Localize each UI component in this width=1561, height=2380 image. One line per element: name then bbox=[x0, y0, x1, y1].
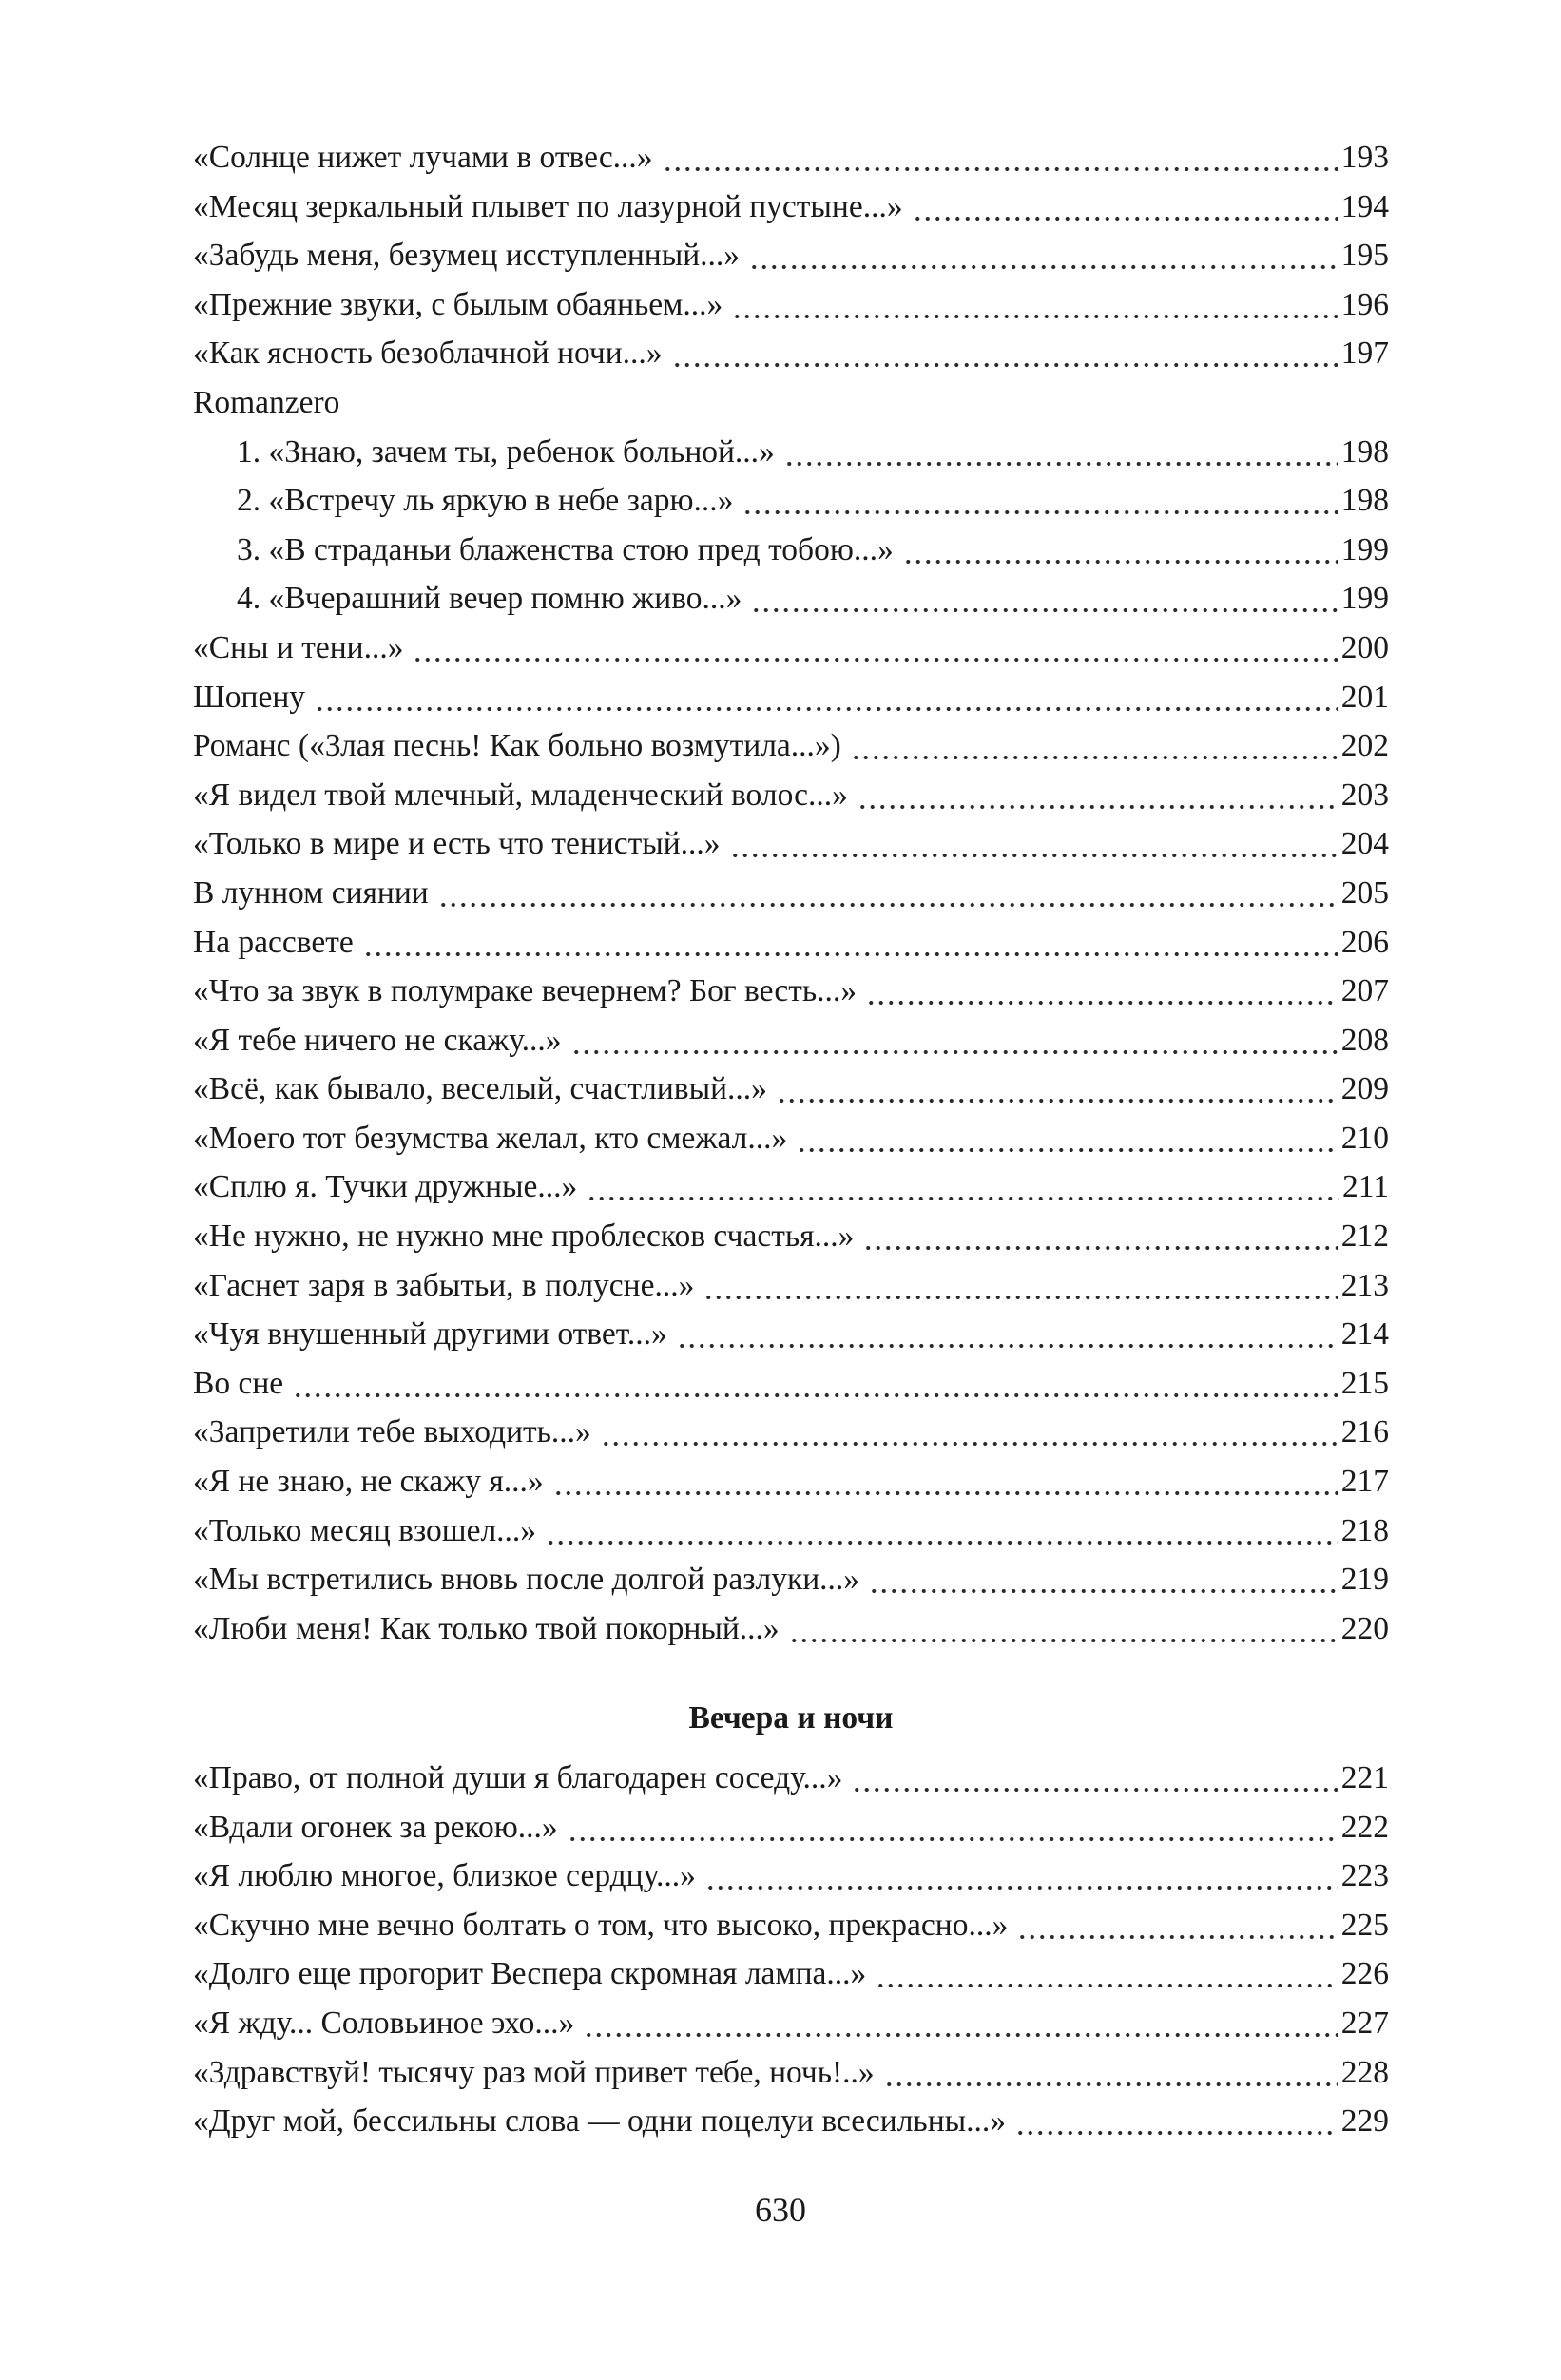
toc-entry-page: 197 bbox=[1340, 336, 1389, 372]
toc-entry-title: «Я не знаю, не скажу я...» bbox=[193, 1464, 544, 1500]
toc-entry bbox=[193, 280, 1389, 330]
toc-entry bbox=[193, 1457, 1389, 1507]
toc-entry-page: 229 bbox=[1340, 2103, 1389, 2140]
dot-leader bbox=[903, 526, 1338, 575]
dot-leader bbox=[293, 1359, 1338, 1409]
toc-entry bbox=[193, 1212, 1389, 1261]
toc-entry-page: 214 bbox=[1340, 1316, 1389, 1353]
dot-leader bbox=[789, 1604, 1338, 1654]
toc-entry-page: 204 bbox=[1340, 826, 1389, 862]
dot-leader bbox=[413, 624, 1337, 673]
toc-entry bbox=[193, 1310, 1389, 1359]
toc-entry-page: 209 bbox=[1340, 1071, 1389, 1107]
dot-leader bbox=[553, 1457, 1338, 1507]
toc-entry-title: «Друг мой, бессильны слова — одни поцелуи всесильны...» bbox=[193, 2103, 1007, 2140]
toc-entry-page: 201 bbox=[1340, 679, 1389, 715]
toc-entry bbox=[193, 329, 1389, 378]
toc-entry bbox=[193, 1754, 1389, 1803]
toc-entry bbox=[193, 1803, 1389, 1852]
toc-entry bbox=[193, 1359, 1389, 1409]
toc-entry-title: «Только в мире и есть что тенистый...» bbox=[193, 826, 721, 862]
toc-entry bbox=[193, 918, 1389, 968]
toc-group-heading bbox=[193, 378, 1389, 428]
toc-entry-page: 199 bbox=[1340, 581, 1389, 617]
dot-leader bbox=[913, 182, 1338, 232]
toc-entry-page: 202 bbox=[1340, 728, 1389, 764]
dot-leader bbox=[797, 1114, 1338, 1163]
toc-entry bbox=[193, 2048, 1389, 2098]
toc-entry-title: «Запретили тебе выходить...» bbox=[193, 1414, 591, 1450]
toc-entry-title: «Люби меня! Как только твой покорный...» bbox=[193, 1610, 780, 1646]
toc-entry bbox=[193, 182, 1389, 232]
dot-leader bbox=[732, 280, 1338, 330]
toc-entry-title: «Всё, как бывало, веселый, счастливый...» bbox=[193, 1071, 767, 1107]
toc-entry-page: 198 bbox=[1340, 433, 1389, 470]
toc-entry bbox=[193, 133, 1389, 182]
dot-leader bbox=[568, 1803, 1338, 1852]
toc-entry-title: «Прежние звуки, с былым обаяньем...» bbox=[193, 286, 723, 322]
toc-entry bbox=[193, 1261, 1389, 1311]
toc-entry bbox=[193, 819, 1389, 869]
toc-entry bbox=[193, 771, 1389, 820]
toc-entry bbox=[193, 1901, 1389, 1950]
toc-entry bbox=[193, 1065, 1389, 1114]
toc-entry-title: «Сны и тени...» bbox=[193, 629, 404, 665]
toc-list bbox=[193, 133, 1389, 1653]
toc-entry bbox=[193, 1162, 1389, 1212]
toc-entry-title: «Я видел твой млечный, младенческий волос...» bbox=[193, 777, 848, 813]
toc-entry-page: 205 bbox=[1340, 874, 1389, 911]
toc-entry bbox=[193, 526, 1389, 575]
toc-entry-page: 223 bbox=[1340, 1858, 1389, 1894]
dot-leader bbox=[705, 1852, 1338, 1901]
toc-entry bbox=[193, 1114, 1389, 1163]
toc-entry bbox=[193, 624, 1389, 673]
toc-entry-title: «Сплю я. Тучки дружные...» bbox=[193, 1169, 578, 1205]
toc-entry bbox=[193, 1507, 1389, 1556]
toc-entry-title: «Что за звук в полумраке вечернем? Бог весть...» bbox=[193, 973, 858, 1009]
toc-entry-title: «Право, от полной души я благодарен соседу...» bbox=[193, 1760, 843, 1795]
toc-entry bbox=[193, 1604, 1389, 1654]
toc-entry-title: Во сне bbox=[193, 1365, 284, 1401]
dot-leader bbox=[784, 428, 1338, 477]
dot-leader bbox=[571, 1016, 1338, 1065]
toc-entry-page: 193 bbox=[1340, 140, 1389, 175]
toc-entry-title: 3. «В страданьи блаженства стою пред тобою...» bbox=[237, 531, 894, 567]
toc-entry-title: 1. «Знаю, зачем ты, ребенок больной...» bbox=[237, 433, 775, 470]
toc-entry-page: 200 bbox=[1340, 629, 1389, 665]
toc-entry-page: 194 bbox=[1340, 188, 1389, 224]
toc-entry-title: «Забудь меня, безумец исступленный...» bbox=[193, 238, 741, 274]
dot-leader bbox=[1015, 2097, 1338, 2146]
dot-leader bbox=[777, 1065, 1338, 1114]
dot-leader bbox=[1017, 1901, 1337, 1950]
dot-leader bbox=[851, 721, 1338, 771]
toc-entry-title: «Я люблю многое, близкое сердцу...» bbox=[193, 1858, 696, 1894]
dot-leader bbox=[677, 1310, 1338, 1359]
toc-entry-title: В лунном сиянии bbox=[193, 874, 429, 911]
toc-entry-title: «Здравствуй! тысячу раз мой привет тебе, ночь!..» bbox=[193, 2054, 875, 2090]
toc-entry-title: «Не нужно, не нужно мне проблесков счастья...» bbox=[193, 1219, 855, 1255]
toc-entry-page: 213 bbox=[1340, 1267, 1389, 1303]
toc-entry-title: «Как ясность безоблачной ночи...» bbox=[193, 336, 663, 372]
toc-entry-page: 227 bbox=[1340, 2005, 1389, 2041]
toc-entry bbox=[193, 1408, 1389, 1457]
toc-entry bbox=[193, 967, 1389, 1016]
section-heading: Вечера и ночи bbox=[688, 1700, 894, 1736]
toc-entry-title: «Месяц зеркальный плывет по лазурной пустыне...» bbox=[193, 188, 903, 224]
toc-entry-page: 211 bbox=[1341, 1169, 1389, 1205]
toc-entry-title: Romanzero bbox=[193, 384, 340, 420]
toc-entry-title: «Вдали огонек за рекою...» bbox=[193, 1809, 558, 1845]
dot-leader bbox=[315, 673, 1338, 722]
toc-entry bbox=[193, 721, 1389, 771]
toc-entry bbox=[193, 1949, 1389, 1999]
toc-entry-page: 216 bbox=[1340, 1414, 1389, 1450]
toc-entry-page: 210 bbox=[1340, 1120, 1389, 1156]
toc-list-evenings bbox=[193, 1754, 1389, 2146]
toc-entry-page: 203 bbox=[1340, 777, 1389, 813]
toc-entry-page: 196 bbox=[1340, 286, 1389, 322]
toc-entry bbox=[193, 869, 1389, 918]
dot-leader bbox=[587, 1162, 1339, 1212]
toc-entry-page: 218 bbox=[1340, 1512, 1389, 1548]
toc-entry-page: 217 bbox=[1340, 1464, 1389, 1500]
dot-leader bbox=[601, 1408, 1338, 1457]
toc-entry-page: 206 bbox=[1340, 924, 1389, 960]
toc-entry-page: 207 bbox=[1340, 973, 1389, 1009]
toc-entry-page: 222 bbox=[1340, 1809, 1389, 1845]
toc-entry-page: 212 bbox=[1340, 1219, 1389, 1255]
toc-entry bbox=[193, 673, 1389, 722]
dot-leader bbox=[884, 2048, 1338, 2098]
dot-leader bbox=[876, 1949, 1337, 1999]
toc-entry-title: Романс («Злая песнь! Как больно возмутила...») bbox=[193, 728, 841, 764]
dot-leader bbox=[863, 1212, 1337, 1261]
toc-entry-title: «Солнце нижет лучами в отвес...» bbox=[193, 140, 653, 175]
toc-entry-page: 208 bbox=[1340, 1022, 1389, 1058]
dot-leader bbox=[869, 1555, 1338, 1604]
dot-leader bbox=[703, 1261, 1337, 1311]
toc-entry-title: 2. «Встречу ль яркую в небе зарю...» bbox=[237, 483, 734, 519]
dot-leader bbox=[546, 1507, 1338, 1556]
toc-entry bbox=[193, 231, 1389, 280]
dot-leader bbox=[730, 819, 1338, 869]
dot-leader bbox=[749, 231, 1338, 280]
dot-leader bbox=[858, 771, 1338, 820]
toc-entry-title: «Скучно мне вечно болтать о том, что высоко, прекрасно...» bbox=[193, 1907, 1009, 1943]
toc-entry-title: На рассвете bbox=[193, 924, 354, 960]
toc-entry-title: «Мы встретились вновь после долгой разлуки...» bbox=[193, 1562, 860, 1598]
page-number: 630 bbox=[755, 2191, 806, 2229]
dot-leader bbox=[751, 574, 1337, 624]
toc-entry-page: 225 bbox=[1340, 1907, 1389, 1943]
toc-entry-page: 198 bbox=[1340, 483, 1389, 519]
toc-entry-title: «Я тебе ничего не скажу...» bbox=[193, 1022, 562, 1058]
dot-leader bbox=[742, 476, 1337, 526]
dot-leader bbox=[438, 869, 1338, 918]
toc-entry-page: 195 bbox=[1340, 238, 1389, 274]
toc-entry-title: «Чуя внушенный другими ответ...» bbox=[193, 1316, 667, 1353]
toc-entry bbox=[193, 428, 1389, 477]
toc-entry-title: «Я жду... Соловьиное эхо...» bbox=[193, 2005, 575, 2041]
toc-entry-title: 4. «Вчерашний вечер помню живо...» bbox=[237, 581, 742, 617]
dot-leader bbox=[866, 967, 1338, 1016]
toc-entry-page: 219 bbox=[1340, 1562, 1389, 1598]
toc-entry-title: «Моего тот безумства желал, кто смежал...» bbox=[193, 1120, 788, 1156]
toc-entry bbox=[193, 574, 1389, 624]
toc-entry-title: Шопену bbox=[193, 679, 306, 715]
toc-entry-page: 220 bbox=[1340, 1610, 1389, 1646]
toc-entry-title: «Только месяц взошел...» bbox=[193, 1512, 537, 1548]
dot-leader bbox=[584, 1999, 1338, 2048]
toc-entry-page: 199 bbox=[1340, 531, 1389, 567]
toc-entry-page: 226 bbox=[1340, 1956, 1389, 1992]
toc-entry-title: «Гаснет заря в забытьи, в полусне...» bbox=[193, 1267, 695, 1303]
toc-entry bbox=[193, 1555, 1389, 1604]
toc-entry bbox=[193, 1852, 1389, 1901]
toc-entry bbox=[193, 2097, 1389, 2146]
toc-entry-page: 221 bbox=[1340, 1760, 1389, 1795]
toc-entry bbox=[193, 476, 1389, 526]
dot-leader bbox=[852, 1754, 1337, 1803]
toc-entry bbox=[193, 1999, 1389, 2048]
dot-leader bbox=[663, 133, 1338, 182]
toc-entry bbox=[193, 1016, 1389, 1065]
toc-entry-page: 215 bbox=[1340, 1365, 1389, 1401]
dot-leader bbox=[672, 329, 1338, 378]
toc-entry-title: «Долго еще прогорит Веспера скромная лампа...» bbox=[193, 1956, 867, 1992]
toc-entry-page: 228 bbox=[1340, 2054, 1389, 2090]
dot-leader bbox=[363, 918, 1338, 968]
